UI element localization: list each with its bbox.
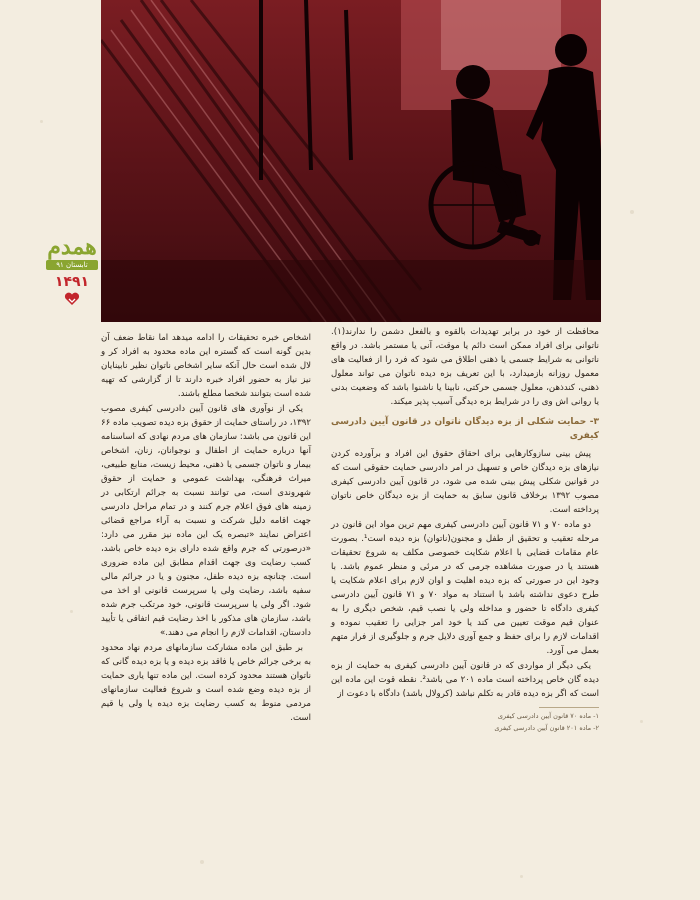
- heart-icon: [64, 292, 80, 306]
- magazine-masthead: [46, 236, 98, 310]
- article-column-right: [331, 325, 599, 735]
- issue-season: تابستان ۹۱: [46, 260, 98, 270]
- photo-illustration: [101, 0, 601, 322]
- paragraph: یکی دیگر از مواردی که در قانون آیین دادرسی کیفری به حمایت از بزه دیده گان خاص پرداخته است ماده ۲۰۱ می باشد². نقطه قوت این ماده این است که اگر بزه دیده قادر به تکلم نباشد (کرولال باشد) دادگاه با دعوت از: [331, 661, 600, 699]
- paper-speck: [200, 860, 204, 864]
- paper-speck: [640, 720, 643, 723]
- paragraph: اشخاص خبره تحقیقات را ادامه میدهد اما نقاط ضعف آن بدین گونه است که گستره این ماده محدود به افراد کر و لال شده است حال آنکه سایر اشخاص ناتوان نظیر نابینایان نیز نیاز به حضور افراد خبره دارند تا از گزارشی که تهیه شده است بتوانند شخصا مطلع باشند.: [101, 333, 311, 399]
- paper-speck: [70, 610, 73, 613]
- footnote: ۱- ماده ۷۰ قانون آیین دادرسی کیفری: [497, 712, 599, 720]
- paragraph: بر طبق این ماده مشارکت سازمانهای مردم نهاد محدود به برخی جرائم خاص یا فاقد بزه دیده و یا بزه دیده گانی که ناتوان هستند محدود کرده است. این ماده تنها یاری حمایت از بزه دیده وضع شده است و شروع فعالیت سازمانهای مردمی منوط به کسب رضایت بزه دیده یا ولی یا قیم است.: [101, 643, 311, 723]
- footnote-divider: [539, 707, 599, 708]
- footnote: ۲- ماده ۲۰۱ قانون آیین دادرسی کیفری: [494, 724, 599, 732]
- paragraph: دو ماده ۷۰ و ۷۱ قانون آیین دادرسی کیفری مهم ترین مواد این قانون در مرحله تعقیب و تحقیق از طفل و مجنون(ناتوان) بزه دیده است¹. بصورت عام مقامات قضایی با اعلام شکایت خصوصی مکلف به شروع تحقیقات هستند یا در صورت مشاهده جرمی که در مرئی و منظر عموم باشد. با وجود این در صورتی که بزه دیده اهلیت و اوان لازم برای اعلام شکایت یا طرح دعوی نداشته باشد با استناد به مواد ۷۰ و ۷۱ قانون آیین دادرسی کیفری دادگاه تا حضور و مداخله ولی یا نصب قیم، شخص دیگری را به عنوان قیم موقت تعیین می کند یا خود امر جزایی را تعقیب نموده و اقدامات لازم را برای حفظ و جمع آوری دلایل جرم و جلوگیری از فرار متهم بعمل می آورد.: [331, 520, 599, 656]
- paper-speck: [630, 210, 634, 214]
- article-photo: [101, 0, 601, 322]
- paragraph: پیش بینی سازوکارهایی برای احقاق حقوق این افراد و برآورده کردن نیازهای بزه دیدگان خاص و تسهیل در امر دادرسی حمایت حقوقی است که در قوانین شکلی پیش بینی شده می شود، در قانون آیین دادرسی کیفری مصوب ۱۳۹۲ برخلاف قانون سابق به حمایت از بزه دیدگان خاص ناتوان پرداخته است.: [331, 449, 599, 515]
- paragraph: محافظت از خود در برابر تهدیدات بالقوه و بالفعل دشمن را ندارند(۱). ناتوانی برای افراد ممکن است دائم یا موقت، آنی یا مستمر باشد. در واقع ناتوانی به شرایط جسمی یا ذهنی اطلاق می شود که فرد را از فعالیت های معمول روزانه بازمیدارد، با این تعریف بزه دیده ناتوان می تواند معلول ذهنی، کندذهن، معلول جسمی حرکتی، نابینا یا ناشنوا باشد که وضعیت بدنی یا روانی اش وی را در شرایط بزه دیدگی آسیب پذیر میکند.: [331, 327, 599, 407]
- paragraph: یکی از نوآوری های قانون آیین دادرسی کیفری مصوب ۱۳۹۲، در راستای حمایت از حقوق بزه دیده تصویب ماده ۶۶ این قانون می باشد: سازمان های مردم نهادی که اساسنامه آنها درباره حمایت از اطفال و نوجوانان، زنان، اشخاص بیمار و ناتوان جسمی یا ذهنی، محیط زیست، منابع طبیعی، میراث فرهنگی، بهداشت عمومی و حمایت از حقوق شهروندی است، می توانند نسبت به جرائم ارتکابی در زمینه های فوق اعلام جرم کنند و در تمام مراحل دادرسی جهت اقامه دلیل شرکت و نسبت به آراء مراجع قضائی اعتراض نمایند «تبصره یک این ماده نیز مقرر می دارد: «درصورتی که جرم واقع شده دارای بزه دیده خاص باشد، کسب رضایت وی جهت اقدام مطابق این ماده ضروری است. چنانچه بزه دیده طفل، مجنون و یا در جرائم مالی سفیه باشد، رضایت ولی یا سرپرست قانونی او اخذ می شود. اگر ولی یا سرپرست قانونی، خود مرتکب جرم شده باشد، سازمان های مذکور با اخذ رضایت قیم اتفاقی یا تأیید دادستان، اقدامات لازم را انجام می دهند.»: [100, 404, 311, 638]
- paper-speck: [520, 875, 523, 878]
- section-heading: ۳- حمایت شکلی از بزه دیدگان ناتوان در قانون آیین دادرسی کیفری: [331, 417, 599, 441]
- paper-speck: [40, 120, 43, 123]
- issue-number: ۱۴۹۱: [54, 274, 90, 290]
- article-column-left: [101, 331, 311, 726]
- magazine-logo: همدم: [47, 234, 97, 260]
